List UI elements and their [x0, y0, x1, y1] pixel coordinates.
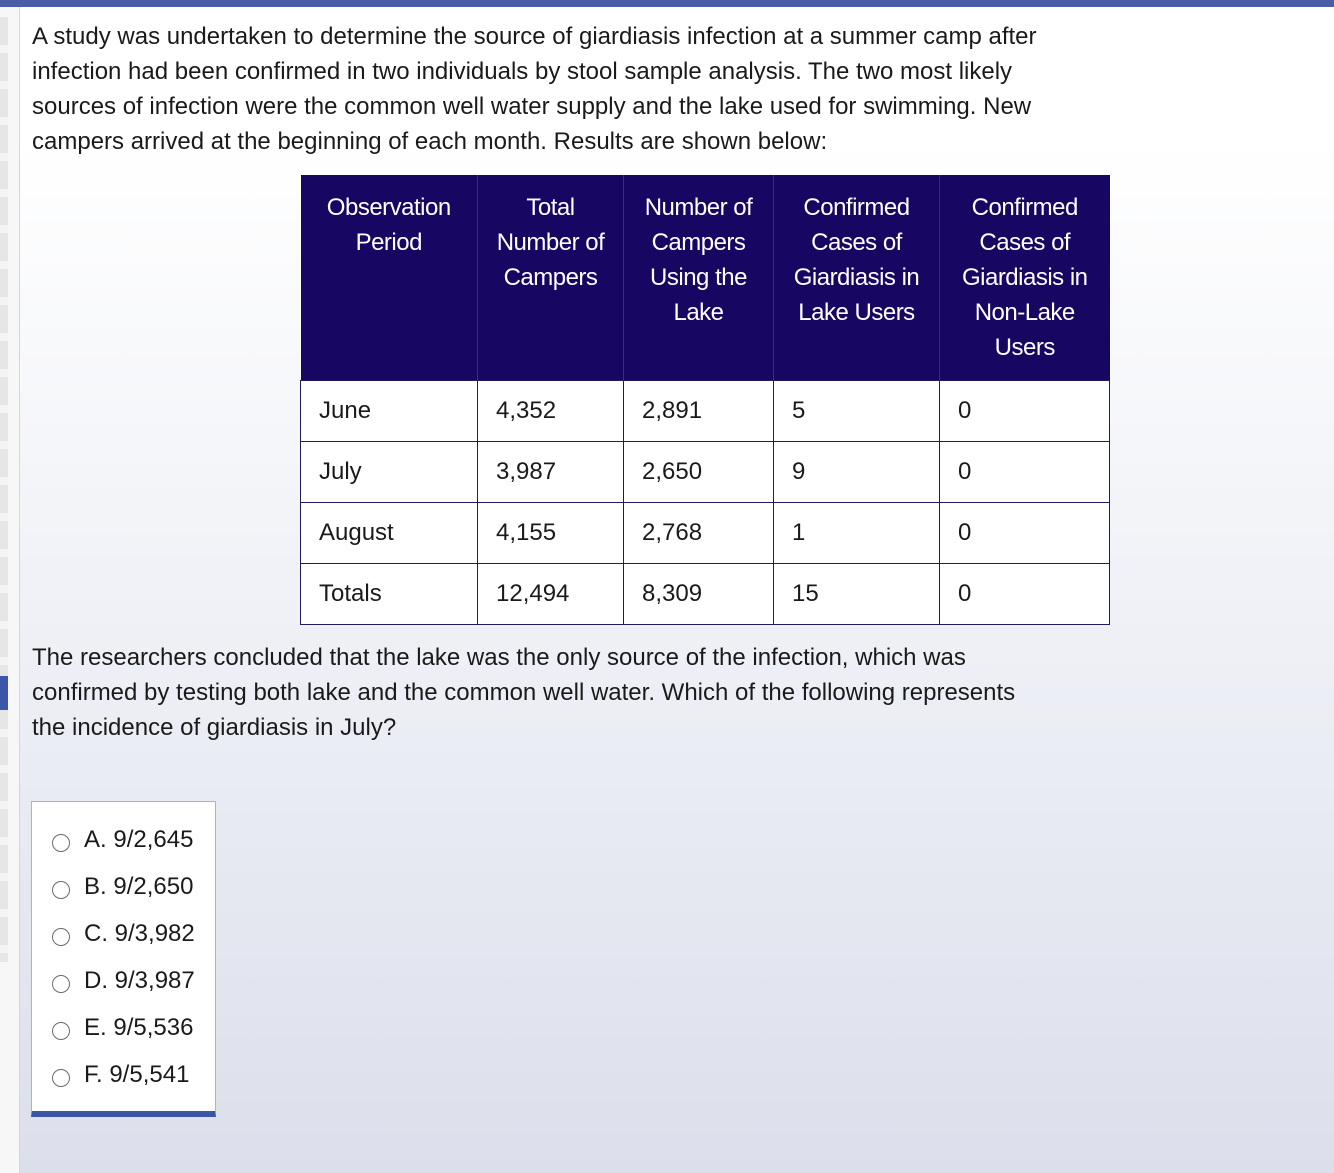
cell-cases-lake: 15	[774, 564, 940, 625]
radio-circle-icon[interactable]	[52, 928, 70, 946]
question-followup: The researchers concluded that the lake was the only source of the infection, which was confirmed by testing both lake and the common well water. Which of the following represents the incidence of giardiasis in July?	[32, 644, 1016, 741]
cell-period: Totals	[301, 564, 478, 625]
option-d[interactable]	[52, 961, 195, 1001]
cell-cases-lake: 5	[774, 381, 940, 442]
cell-total-campers: 4,155	[478, 503, 624, 564]
cell-lake-users: 8,309	[624, 564, 774, 625]
cell-lake-users: 2,650	[624, 442, 774, 503]
option-label: C. 9/3,982	[84, 920, 195, 947]
option-c[interactable]	[52, 914, 195, 954]
option-label: E. 9/5,536	[84, 1014, 194, 1041]
option-label: D. 9/3,987	[84, 967, 195, 994]
results-table	[300, 175, 1110, 625]
header-cases-lake-users: Confirmed Cases of Giardiasis in Lake Users	[774, 175, 940, 381]
option-a[interactable]	[52, 820, 193, 860]
cell-period: June	[301, 381, 478, 442]
radio-circle-icon[interactable]	[52, 881, 70, 899]
cell-total-campers: 12,494	[478, 564, 624, 625]
cell-period: August	[301, 503, 478, 564]
cell-total-campers: 4,352	[478, 381, 624, 442]
cell-total-campers: 3,987	[478, 442, 624, 503]
question-nav-track[interactable]	[0, 17, 8, 962]
cell-period: July	[301, 442, 478, 503]
radio-circle-icon[interactable]	[52, 834, 70, 852]
option-f[interactable]	[52, 1055, 189, 1095]
cell-cases-non-lake: 0	[940, 564, 1110, 625]
answer-options	[31, 801, 216, 1117]
option-label: A. 9/2,645	[84, 826, 194, 853]
option-e[interactable]	[52, 1008, 193, 1048]
header-observation-period: Observation Period	[301, 175, 478, 381]
radio-circle-icon[interactable]	[52, 975, 70, 993]
radio-circle-icon[interactable]	[52, 1069, 70, 1087]
cell-cases-non-lake: 0	[940, 442, 1110, 503]
cell-cases-non-lake: 0	[940, 381, 1110, 442]
table-row	[301, 503, 1110, 564]
table-row	[301, 381, 1110, 442]
header-total-campers: Total Number of Campers	[478, 175, 624, 381]
header-cases-non-lake-users: Confirmed Cases of Giardiasis in Non-Lake Users	[940, 175, 1110, 381]
option-label: B. 9/2,650	[84, 873, 194, 900]
option-label: F. 9/5,541	[84, 1061, 190, 1088]
table-row-totals	[301, 564, 1110, 625]
cell-lake-users: 2,891	[624, 381, 774, 442]
table-header-row	[301, 175, 1110, 381]
top-accent-bar	[0, 0, 1334, 7]
left-gutter	[0, 7, 20, 1173]
question-intro: A study was undertaken to determine the source of giardiasis infection at a summer camp after infection had been confirmed in two individuals by stool sample analysis. The two most likely sources of infection were the common well water supply and the lake used for swimming. New campers arrived at the beginning of each month. Results are shown below:	[32, 23, 1037, 155]
option-b[interactable]	[52, 867, 193, 907]
cell-cases-non-lake: 0	[940, 503, 1110, 564]
cell-lake-users: 2,768	[624, 503, 774, 564]
cell-cases-lake: 1	[774, 503, 940, 564]
table-row	[301, 442, 1110, 503]
radio-circle-icon[interactable]	[52, 1022, 70, 1040]
current-question-marker	[0, 676, 8, 710]
cell-cases-lake: 9	[774, 442, 940, 503]
header-lake-users: Number of Campers Using the Lake	[624, 175, 774, 381]
